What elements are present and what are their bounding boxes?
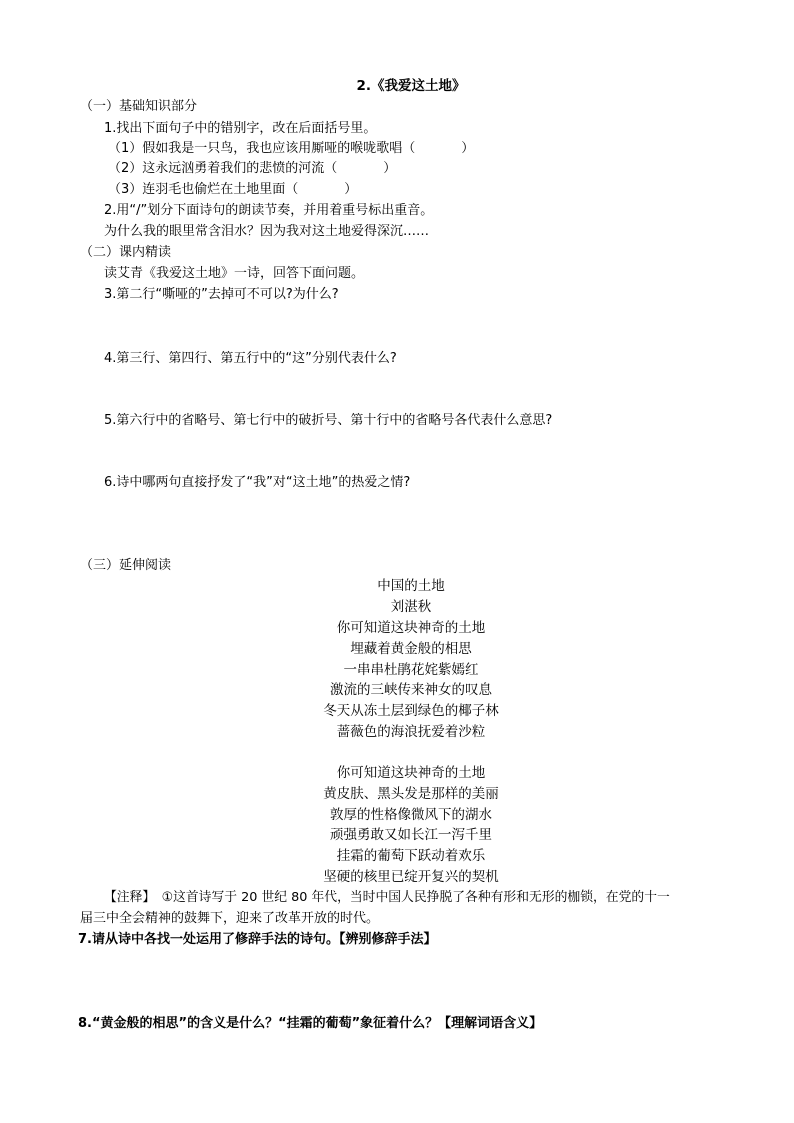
poem-line: 埋藏着黄金般的相思 (350, 641, 472, 657)
question-3: 3.第二行“嘶哑的”去掉可不可以?为什么? (104, 287, 339, 302)
page-title: 2.《我爱这土地》 (356, 78, 466, 94)
poem-author: 刘湛秋 (390, 599, 432, 615)
poem-line: 一串串杜鹃花姹紫嫣红 (343, 662, 479, 678)
question-2-text: 为什么我的眼里常含泪水？因为我对这土地爱得深沉…… (104, 224, 430, 239)
paren-close: ） (344, 182, 358, 197)
question-1-item-2 (108, 160, 396, 178)
annotation-note-continued: 届三中全会精神的鼓舞下，迎来了改革开放的时代。 (80, 911, 380, 926)
question-4: 4.第三行、第四行、第五行中的“这”分别代表什么? (104, 351, 397, 366)
question-6: 6.诗中哪两句直接抒发了“我”对“这土地”的热爱之情? (104, 475, 411, 490)
poem-line: 你可知道这块神奇的土地 (336, 620, 486, 636)
question-5: 5.第六行中的省略号、第七行中的破折号、第十行中的省略号各代表什么意思? (104, 413, 553, 428)
poem-line: 激流的三峡传来神女的叹息 (330, 682, 492, 698)
poem-line: 坚硬的核里已绽开复兴的契机 (323, 869, 499, 885)
item-text: （1）假如我是一只鸟，我也应该用厮哑的喉咙歌唱（ (108, 141, 416, 156)
poem-line: 你可知道这块神奇的土地 (336, 765, 486, 781)
question-7: 7.请从诗中各找一处运用了修辞手法的诗句。【辨别修辞手法】 (78, 932, 437, 947)
section-2-heading: （二）课内精读 (80, 245, 172, 260)
poem-line: 挂霜的葡萄下跃动着欢乐 (336, 848, 486, 864)
item-text: （3）连羽毛也偷烂在土地里面（ (108, 182, 299, 197)
poem-line: 蔷薇色的海浪抚爱着沙粒 (336, 724, 486, 740)
section-1-heading: （一）基础知识部分 (80, 99, 198, 114)
poem-title: 中国的土地 (377, 578, 445, 594)
section-2-intro: 读艾青《我爱这土地》一诗，回答下面问题。 (104, 266, 365, 281)
poem-line: 冬天从冻土层到绿色的椰子林 (323, 703, 499, 719)
question-1: 1.找出下面句子中的错别字，改在后面括号里。 (104, 121, 377, 136)
poem-line: 敦厚的性格像微风下的湖水 (330, 807, 492, 823)
annotation-note: 【注释】 ①这首诗写于 20 世纪 80 年代，当时中国人民挣脱了各种有形和无形的枷锁，在党的十一 (104, 890, 670, 905)
question-1-item-3 (108, 181, 357, 199)
section-3-heading: （三）延伸阅读 (80, 558, 172, 573)
question-2: 2.用“/”划分下面诗句的朗读节奏，并用着重号标出重音。 (104, 203, 434, 218)
item-text: （2）这永远汹勇着我们的悲愤的河流（ (108, 161, 338, 176)
paren-close: ） (383, 161, 397, 176)
paren-close: ） (461, 141, 475, 156)
question-8: 8.“黄金般的相思”的含义是什么？“挂霜的葡萄”象征着什么？【理解词语含义】 (78, 1016, 543, 1031)
question-1-item-1 (108, 140, 474, 158)
poem-line: 顽强勇敢又如长江一泻千里 (330, 827, 492, 843)
poem-line: 黄皮肤、黑头发是那样的美丽 (323, 786, 499, 802)
